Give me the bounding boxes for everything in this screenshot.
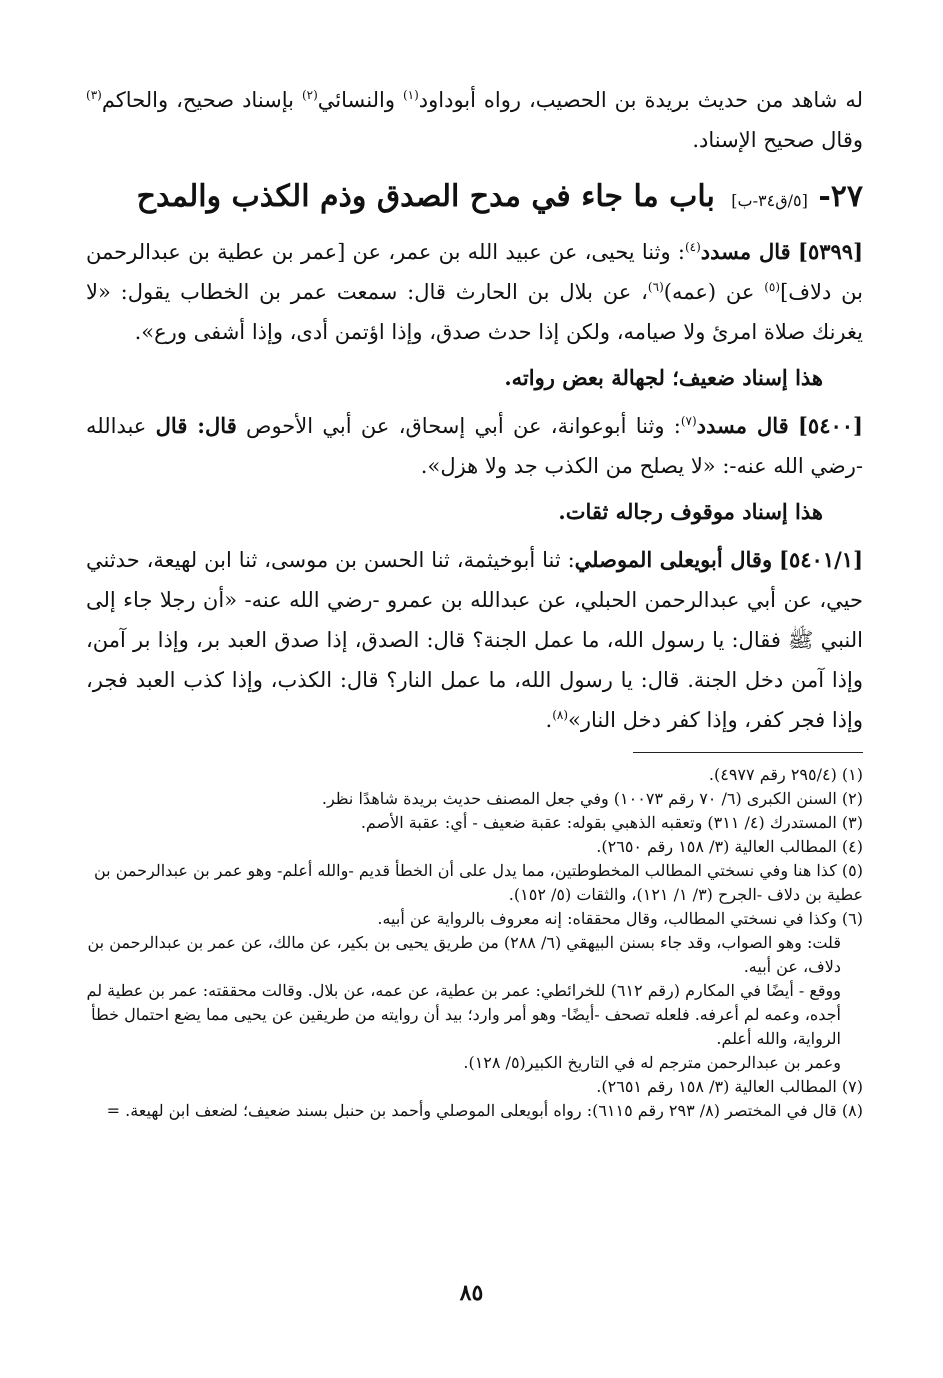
hadith-source: وقال أبويعلى الموصلي xyxy=(574,547,773,572)
hadith-verdict: هذا إسناد ضعيف؛ لجهالة بعض رواته. xyxy=(504,365,823,390)
footnote: (٦) وكذا في نسختي المطالب، وقال محققاه: إنه معروف بالرواية عن أبيه. xyxy=(377,909,863,928)
footnote-ref[interactable]: (٨) xyxy=(552,708,569,722)
footnote: (٤) المطالب العالية (٣/ ١٥٨ رقم ٢٦٥٠). xyxy=(596,837,863,856)
intro-text: له شاهد من حديث بريدة بن الحصيب، رواه أبوداود xyxy=(418,88,863,112)
hadith-entry xyxy=(86,540,863,740)
hadith-body: : وثنا أبوعوانة، عن أبي إسحاق، عن أبي الأحوص xyxy=(236,414,681,438)
footnote: (٥) كذا هنا وفي نسختي المطالب المخطوطتين، مما يدل على أن الخطأ قديم -والله أعلم- وهو عمر بن عبدالرحمن بن عطية بن دلاف -الجرح (٣/ ١/ ١٢١)، والثقات (٥/ ١٥٢). xyxy=(93,861,863,904)
footnotes xyxy=(86,763,863,1123)
footnote-continuation: وعمر بن عبدالرحمن مترجم له في التاريخ الكبير(٥/ ١٢٨). xyxy=(463,1053,841,1072)
footnote-ref[interactable]: (٣) xyxy=(86,88,102,102)
chapter-heading xyxy=(86,172,863,226)
hadith-text xyxy=(86,406,863,486)
intro-text: وقال صحيح الإسناد. xyxy=(692,128,863,152)
hadith-body: : وثنا يحيى، عن عبيد الله بن عمر، عن [عمر بن عطية بن عبدالرحمن بن دلاف] xyxy=(86,240,864,304)
page-number: ٨٥ xyxy=(459,1280,484,1306)
footnote-divider xyxy=(633,752,863,753)
hadith-text xyxy=(86,232,863,352)
footnote-continuation: ووقع - أيضًا في المكارم (رقم ٦١٢) للخرائطي: عمر بن عطية، عن عمه، عن بلال. وقالت محققته: عمر بن عطية لم أجده، وعمه لم أعرفه. فلعله تصحف -أيضًا- وهو أمر وارد؛ بيد أن روايته من طريقين عن يحيى مما يضع احتمال خطأ الرواية، والله أعلم. xyxy=(86,981,841,1048)
hadith-source: قال مسدد xyxy=(696,413,789,438)
hadith-body: : ثنا أبوخيثمة، ثنا الحسن بن موسى، ثنا ابن لهيعة، حدثني حيي، عن أبي عبدالرحمن الحبلي، عن عبدالله بن عمرو -رضي الله عنه- «أن رجلا جاء إلى النبي ﷺ فقال: يا رسول الله، ما عمل الجنة؟ قال: الصدق، إذا صدق العبد بر، وإذا بر آمن، وإذا آمن دخل الجنة. قال: يا رسول الله، ما عمل النار؟ قال: الكذب، وإذا كذب العبد فجر، وإذا فجر كفر، وإذا كفر دخل النار» xyxy=(86,548,863,732)
page-content xyxy=(86,80,863,1338)
footnote: (٨) قال في المختصر (٨/ ٢٩٣ رقم ٦١١٥): رواه أبويعلى الموصلي وأحمد بن حنبل بسند ضعيف؛ لضعف ابن لهيعة. = xyxy=(106,1101,863,1120)
hadith-entry xyxy=(86,406,863,532)
hadith-body: عبدالله -رضي الله عنه-: «لا يصلح من الكذب جد ولا هزل». xyxy=(86,414,863,478)
footnote: (٣) المستدرك (٤/ ٣١١) وتعقبه الذهبي بقوله: عقبة ضعيف - أي: عقبة الأصم. xyxy=(360,813,863,832)
manuscript-ref: [٥/ق٣٤-ب] xyxy=(731,191,808,210)
footnote-ref[interactable]: (٢) xyxy=(301,88,318,102)
chapter-number: ٢٧- xyxy=(818,179,863,214)
hadith-text xyxy=(86,540,863,740)
intro-text: بإسناد صحيح، والحاكم xyxy=(101,88,302,112)
hadith-number: [٥٤٠١/١] xyxy=(779,547,863,572)
footnote: (٢) السنن الكبرى (٦/ ٧٠ رقم ١٠٠٧٣) وفي جعل المصنف حديث بريدة شاهدًا نظر. xyxy=(321,789,863,808)
hadith-body: . xyxy=(545,708,553,732)
hadith-number: [٥٣٩٩] xyxy=(798,239,863,264)
hadith-body: عن (عمه) xyxy=(663,280,765,304)
footnote-ref[interactable]: (٧) xyxy=(680,414,697,428)
footnote-ref[interactable]: (٥) xyxy=(764,280,781,294)
footnote-ref[interactable]: (٦) xyxy=(647,280,664,294)
hadith-body: قال: قال xyxy=(155,413,237,438)
footnote-ref[interactable]: (١) xyxy=(402,88,419,102)
hadith-source: قال مسدد xyxy=(700,239,791,264)
hadith-verdict: هذا إسناد موقوف رجاله ثقات. xyxy=(558,499,823,524)
footnote: (١) (٢٩٥/٤ رقم ٤٩٧٧). xyxy=(708,765,863,784)
hadith-number: [٥٤٠٠] xyxy=(797,413,863,438)
footnote: (٧) المطالب العالية (٣/ ١٥٨ رقم ٢٦٥١). xyxy=(596,1077,863,1096)
hadith-entry xyxy=(86,232,863,398)
chapter-title: باب ما جاء في مدح الصدق وذم الكذب والمدح xyxy=(136,179,715,214)
intro-paragraph xyxy=(86,80,863,160)
footnote-continuation: قلت: وهو الصواب، وقد جاء بسنن البيهقي (٦/ ٢٨٨) من طريق يحيى بن بكير، عن مالك، عن عمر بن عبدالرحمن بن دلاف، عن أبيه. xyxy=(87,933,841,976)
intro-text: والنسائي xyxy=(317,88,403,112)
hadith-body: ، عن بلال بن الحارث قال: سمعت عمر بن الخطاب يقول: «لا يغرنك صلاة امرئ ولا صيامه، ولكن إذا حدث صدق، وإذا اؤتمن أدى، وإذا أشفى ورع». xyxy=(86,280,863,344)
footnote-ref[interactable]: (٤) xyxy=(684,240,701,254)
